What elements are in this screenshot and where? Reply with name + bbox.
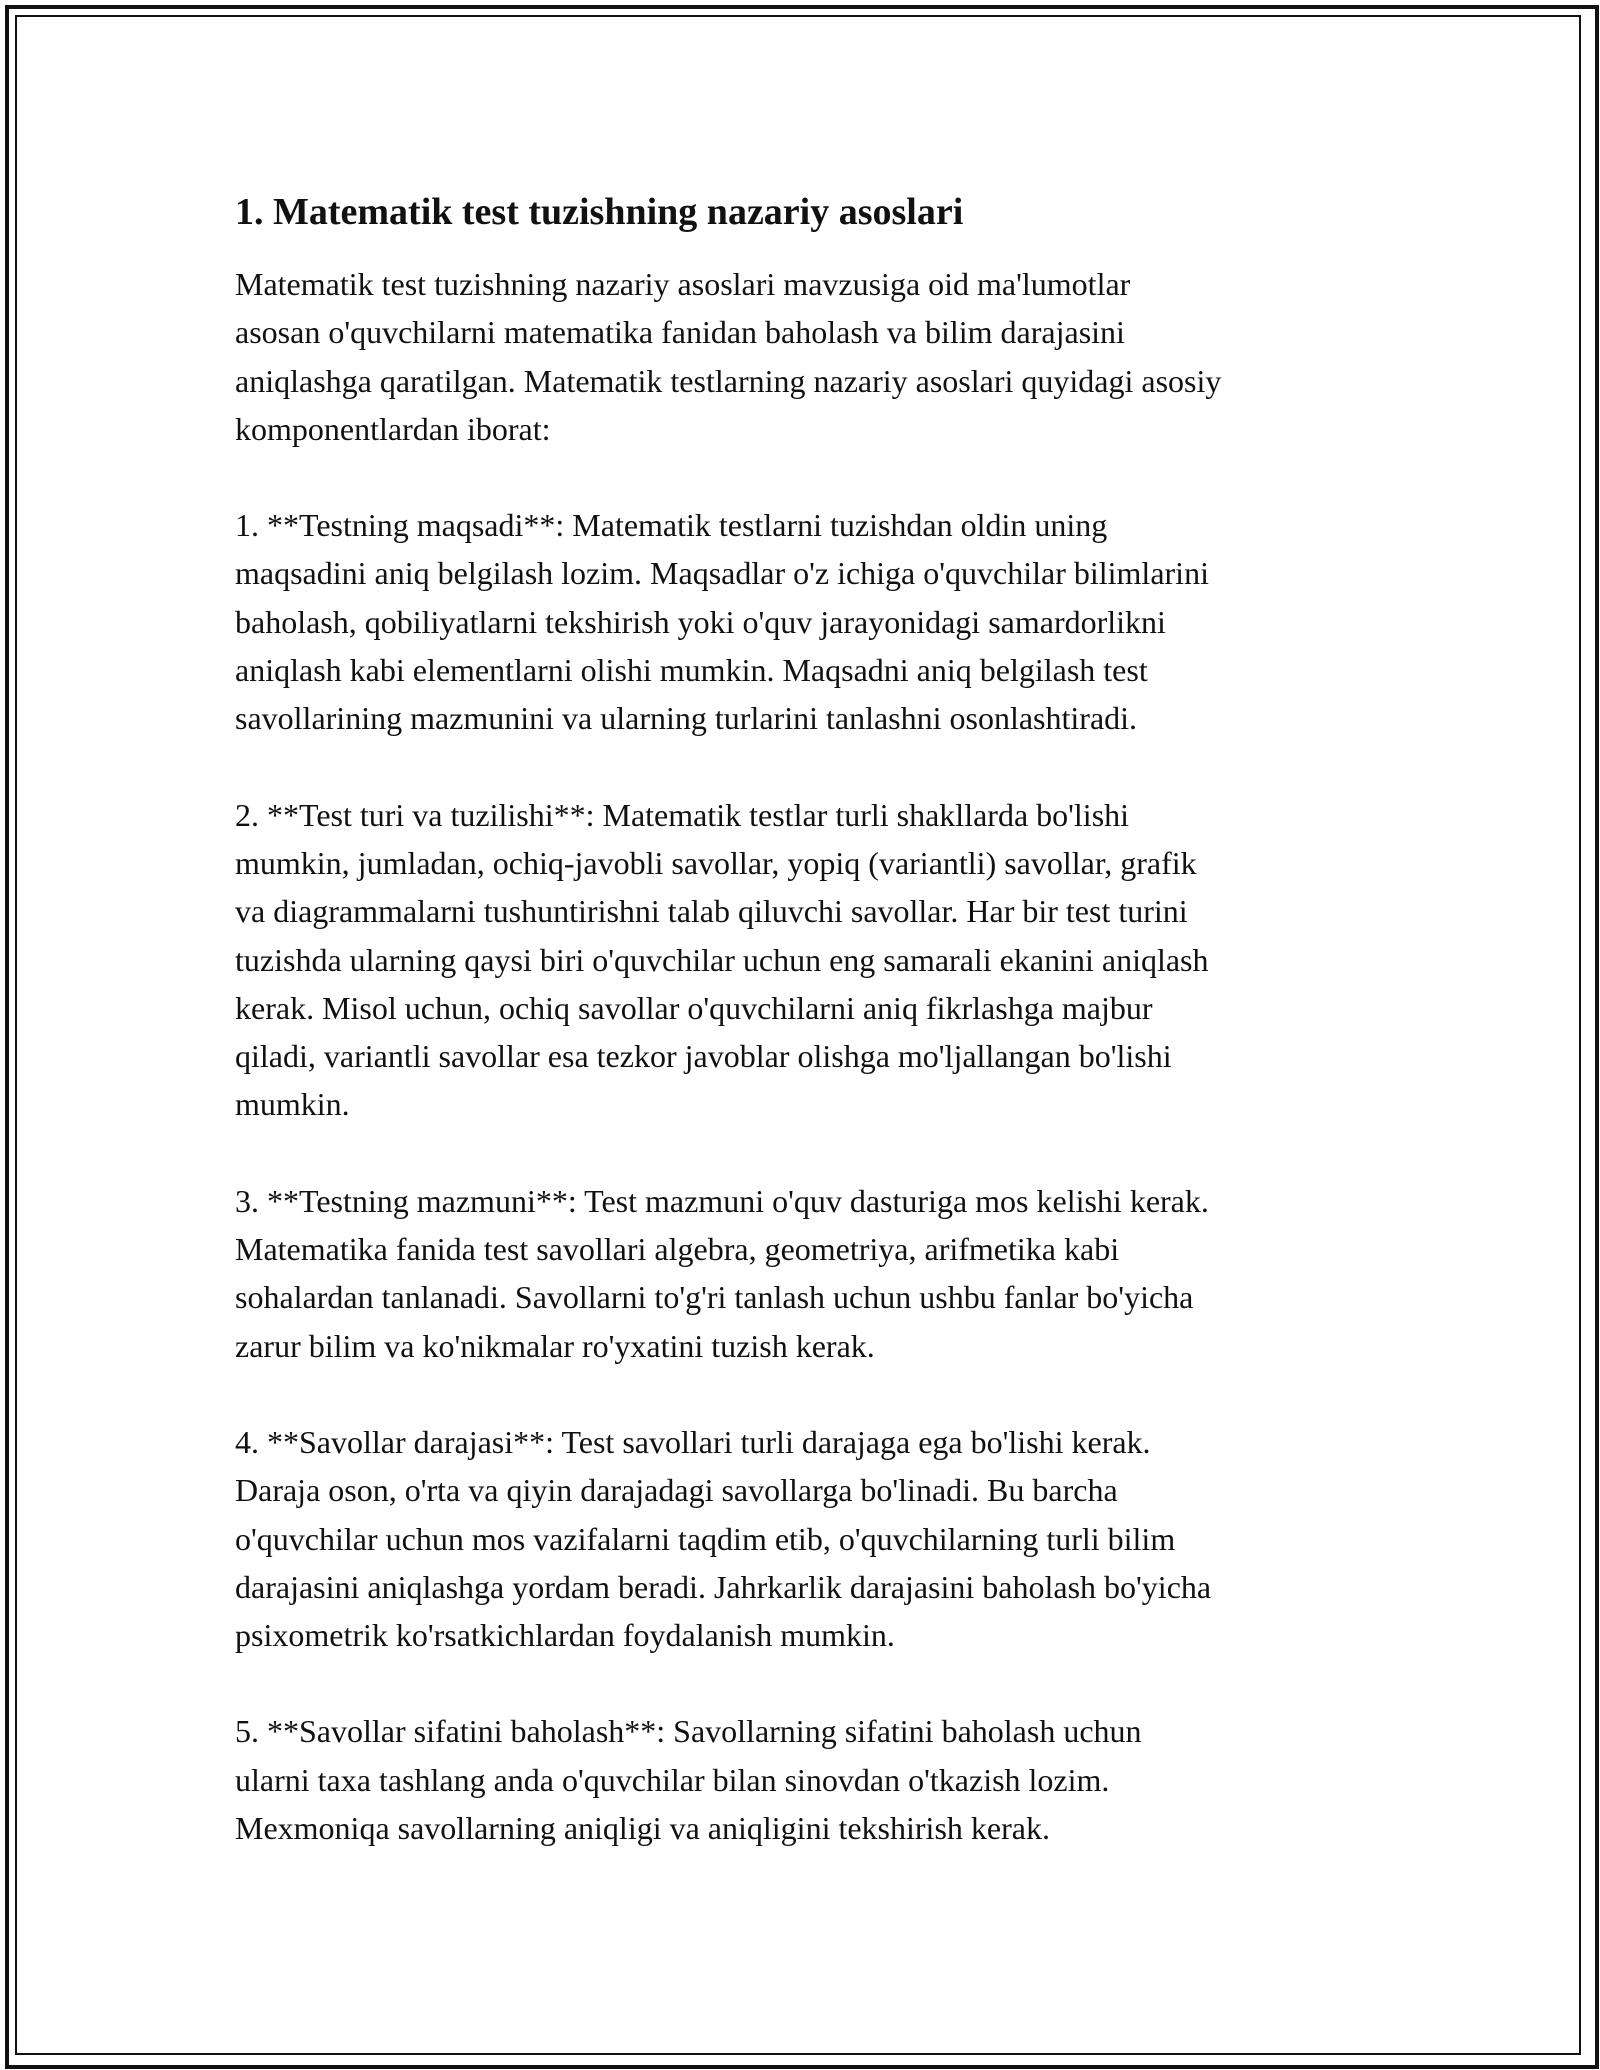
text-line: 2. **Test turi va tuzilishi**: Matematik testlar turli shakllarda bo'lishi [235, 796, 1130, 833]
paragraph-item-2 [235, 791, 1385, 1129]
paragraph-intro [235, 260, 1385, 453]
paragraph-item-1 [235, 501, 1385, 742]
text-line: Mexmoniqa savollarning aniqligi va aniqligini tekshirish kerak. [235, 1810, 1050, 1847]
text-line: maqsadini aniq belgilash lozim. Maqsadlar o'z ichiga o'quvchilar bilimlarini [235, 555, 1209, 592]
text-line: tuzishda ularning qaysi biri o'quvchilar uchun eng samarali ekanini aniqlash [235, 941, 1209, 978]
text-line: sohalardan tanlanadi. Savollarni to'g'ri tanlash uchun ushbu fanlar bo'yicha [235, 1279, 1194, 1316]
text-line: 4. **Savollar darajasi**: Test savollari turli darajaga ega bo'lishi kerak. [235, 1423, 1151, 1460]
text-line: Matematik test tuzishning nazariy asoslari mavzusiga oid ma'lumotlar [235, 266, 1131, 302]
text-line: ularni taxa tashlang anda o'quvchilar bilan sinovdan o'tkazish lozim. [235, 1761, 1110, 1798]
text-line: asosan o'quvchilarni matematika fanidan baholash va bilim darajasini [235, 314, 1125, 351]
text-line: 3. **Testning mazmuni**: Test mazmuni o'quv dasturiga mos kelishi kerak. [235, 1182, 1209, 1219]
paragraph-item-5 [235, 1707, 1385, 1852]
text-line: aniqlashga qaratilgan. Matematik testlarning nazariy asoslari quyidagi asosiy [235, 362, 1222, 399]
text-line: Daraja oson, o'rta va qiyin darajadagi savollarga bo'linadi. Bu barcha [235, 1472, 1118, 1509]
text-line: Matematika fanida test savollari algebra, geometriya, arifmetika kabi [235, 1231, 1120, 1268]
page-title: 1. Matematik test tuzishning nazariy asoslari [235, 191, 964, 233]
document-body [235, 188, 1385, 1900]
text-line: savollarining mazmunini va ularning turlarini tanlashni osonlashtiradi. [235, 700, 1138, 737]
text-line: o'quvchilar uchun mos vazifalarni taqdim etib, o'quvchilarning turli bilim [235, 1520, 1176, 1557]
paragraph-item-3 [235, 1177, 1385, 1370]
text-line: va diagrammalarni tushuntirishni talab qiluvchi savollar. Har bir test turini [235, 893, 1188, 930]
text-line: mumkin. [235, 1086, 350, 1123]
paragraph-item-4 [235, 1418, 1385, 1659]
text-line: kerak. Misol uchun, ochiq savollar o'quvchilarni aniq fikrlashga majbur [235, 989, 1153, 1026]
text-line: darajasini aniqlashga yordam beradi. Jahrkarlik darajasini baholash bo'yicha [235, 1568, 1212, 1605]
text-line: 1. **Testning maqsadi**: Matematik testlarni tuzishdan oldin uning [235, 507, 1108, 544]
text-line: baholash, qobiliyatlarni tekshirish yoki o'quv jarayonidagi samardorlikni [235, 603, 1166, 640]
text-line: 5. **Savollar sifatini baholash**: Savollarning sifatini baholash uchun [235, 1713, 1142, 1750]
text-line: komponentlardan iborat: [235, 410, 551, 447]
text-line: zarur bilim va ko'nikmalar ro'yxatini tuzish kerak. [235, 1327, 875, 1364]
text-line: mumkin, jumladan, ochiq-javobli savollar, yopiq (variantli) savollar, grafik [235, 844, 1197, 881]
text-line: qiladi, variantli savollar esa tezkor javoblar olishga mo'ljallangan bo'lishi [235, 1038, 1172, 1075]
text-line: psixometrik ko'rsatkichlardan foydalanish mumkin. [235, 1617, 895, 1654]
text-line: aniqlash kabi elementlarni olishi mumkin. Maqsadni aniq belgilash test [235, 652, 1148, 689]
